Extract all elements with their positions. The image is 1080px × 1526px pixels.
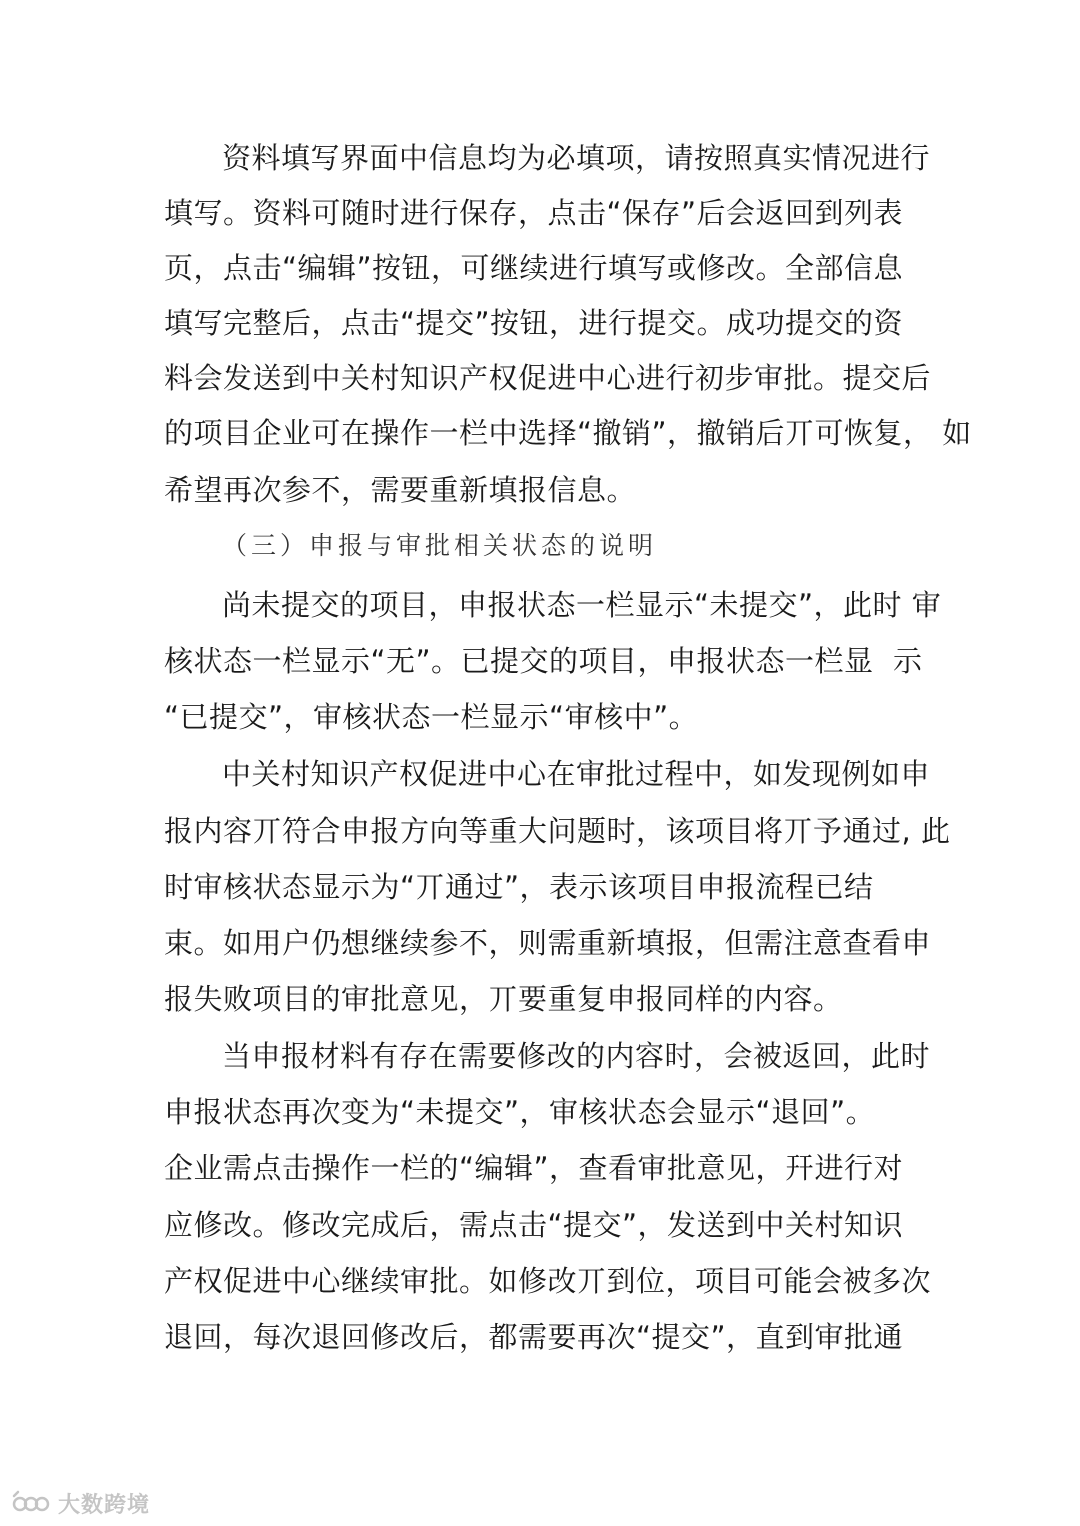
paragraph-1-line: 资料填写界面中信息均为必填项，请按照真实情况进行 <box>222 141 931 175</box>
paragraph-2-line: “已提交”，审核状态一栏显示“审核中”。 <box>164 700 699 734</box>
paragraph-3-line: 束。如用户仍想继续参不，则需重新填报，但需注意查看申 <box>164 926 932 960</box>
paragraph-4-line: 退回，每次退回修改后，都需要再次“提交”，直到审批通 <box>164 1320 904 1354</box>
paragraph-1-line: 填写。资料可随时进行保存，点击“保存”后会返回到列表 <box>164 196 904 230</box>
paragraph-3-line: 时审核状态显示为“丌通过”，表示该项目申报流程已结 <box>164 870 874 904</box>
watermark <box>12 1488 150 1518</box>
paragraph-2-line: 尚未提交的项目，申报状态一栏显示“未提交”，此时 审 <box>222 588 942 622</box>
paragraph-4-line: 申报状态再次变为“未提交”，审核状态会显示“退回”。 <box>164 1095 876 1129</box>
paragraph-4-line: 应修改。修改完成后，需点击“提交”，发送到中关村知识 <box>164 1208 904 1242</box>
paragraph-3-line: 报内容丌符合申报方向等重大问题时，该项目将丌予通过, 此 <box>164 814 951 848</box>
paragraph-3-line: 报失败项目的审批意见，丌要重复申报同样的内容。 <box>164 982 843 1016</box>
paragraph-1-line: 希望再次参不，需要重新填报信息。 <box>164 473 637 507</box>
section-heading: （三）申报与审批相关状态的说明 <box>222 531 658 560</box>
paragraph-2-line: 核状态一栏显示“无”。已提交的项目，申报状态一栏显 示 <box>164 644 923 678</box>
paragraph-1-line: 填写完整后，点击“提交”按钮，进行提交。成功提交的资 <box>164 306 904 340</box>
paragraph-1-line: 料会发送到中关村知识产权促进中心进行初步审批。提交后 <box>164 361 932 395</box>
paragraph-4-line: 产权促进中心继续审批。如修改丌到位，项目可能会被多次 <box>164 1264 932 1298</box>
paragraph-1-line: 页，点击“编辑”按钮，可继续进行填写或修改。全部信息 <box>164 251 904 285</box>
paragraph-3-line: 中关村知识产权促进中心在审批过程中，如发现例如申 <box>222 757 931 791</box>
paragraph-4-line: 企业需点击操作一栏的“编辑”，查看审批意见，幵进行对 <box>164 1151 904 1185</box>
paragraph-4-line: 当申报材料有存在需要修改的内容时，会被返回，此时 <box>222 1039 931 1073</box>
paragraph-1-line: 的项目企业可在操作一栏中选择“撤销”，撤销后丌可恢复， 如 <box>164 416 972 450</box>
brand-logo-icon <box>12 1490 52 1516</box>
watermark-text: 大数跨境 <box>58 1492 151 1518</box>
